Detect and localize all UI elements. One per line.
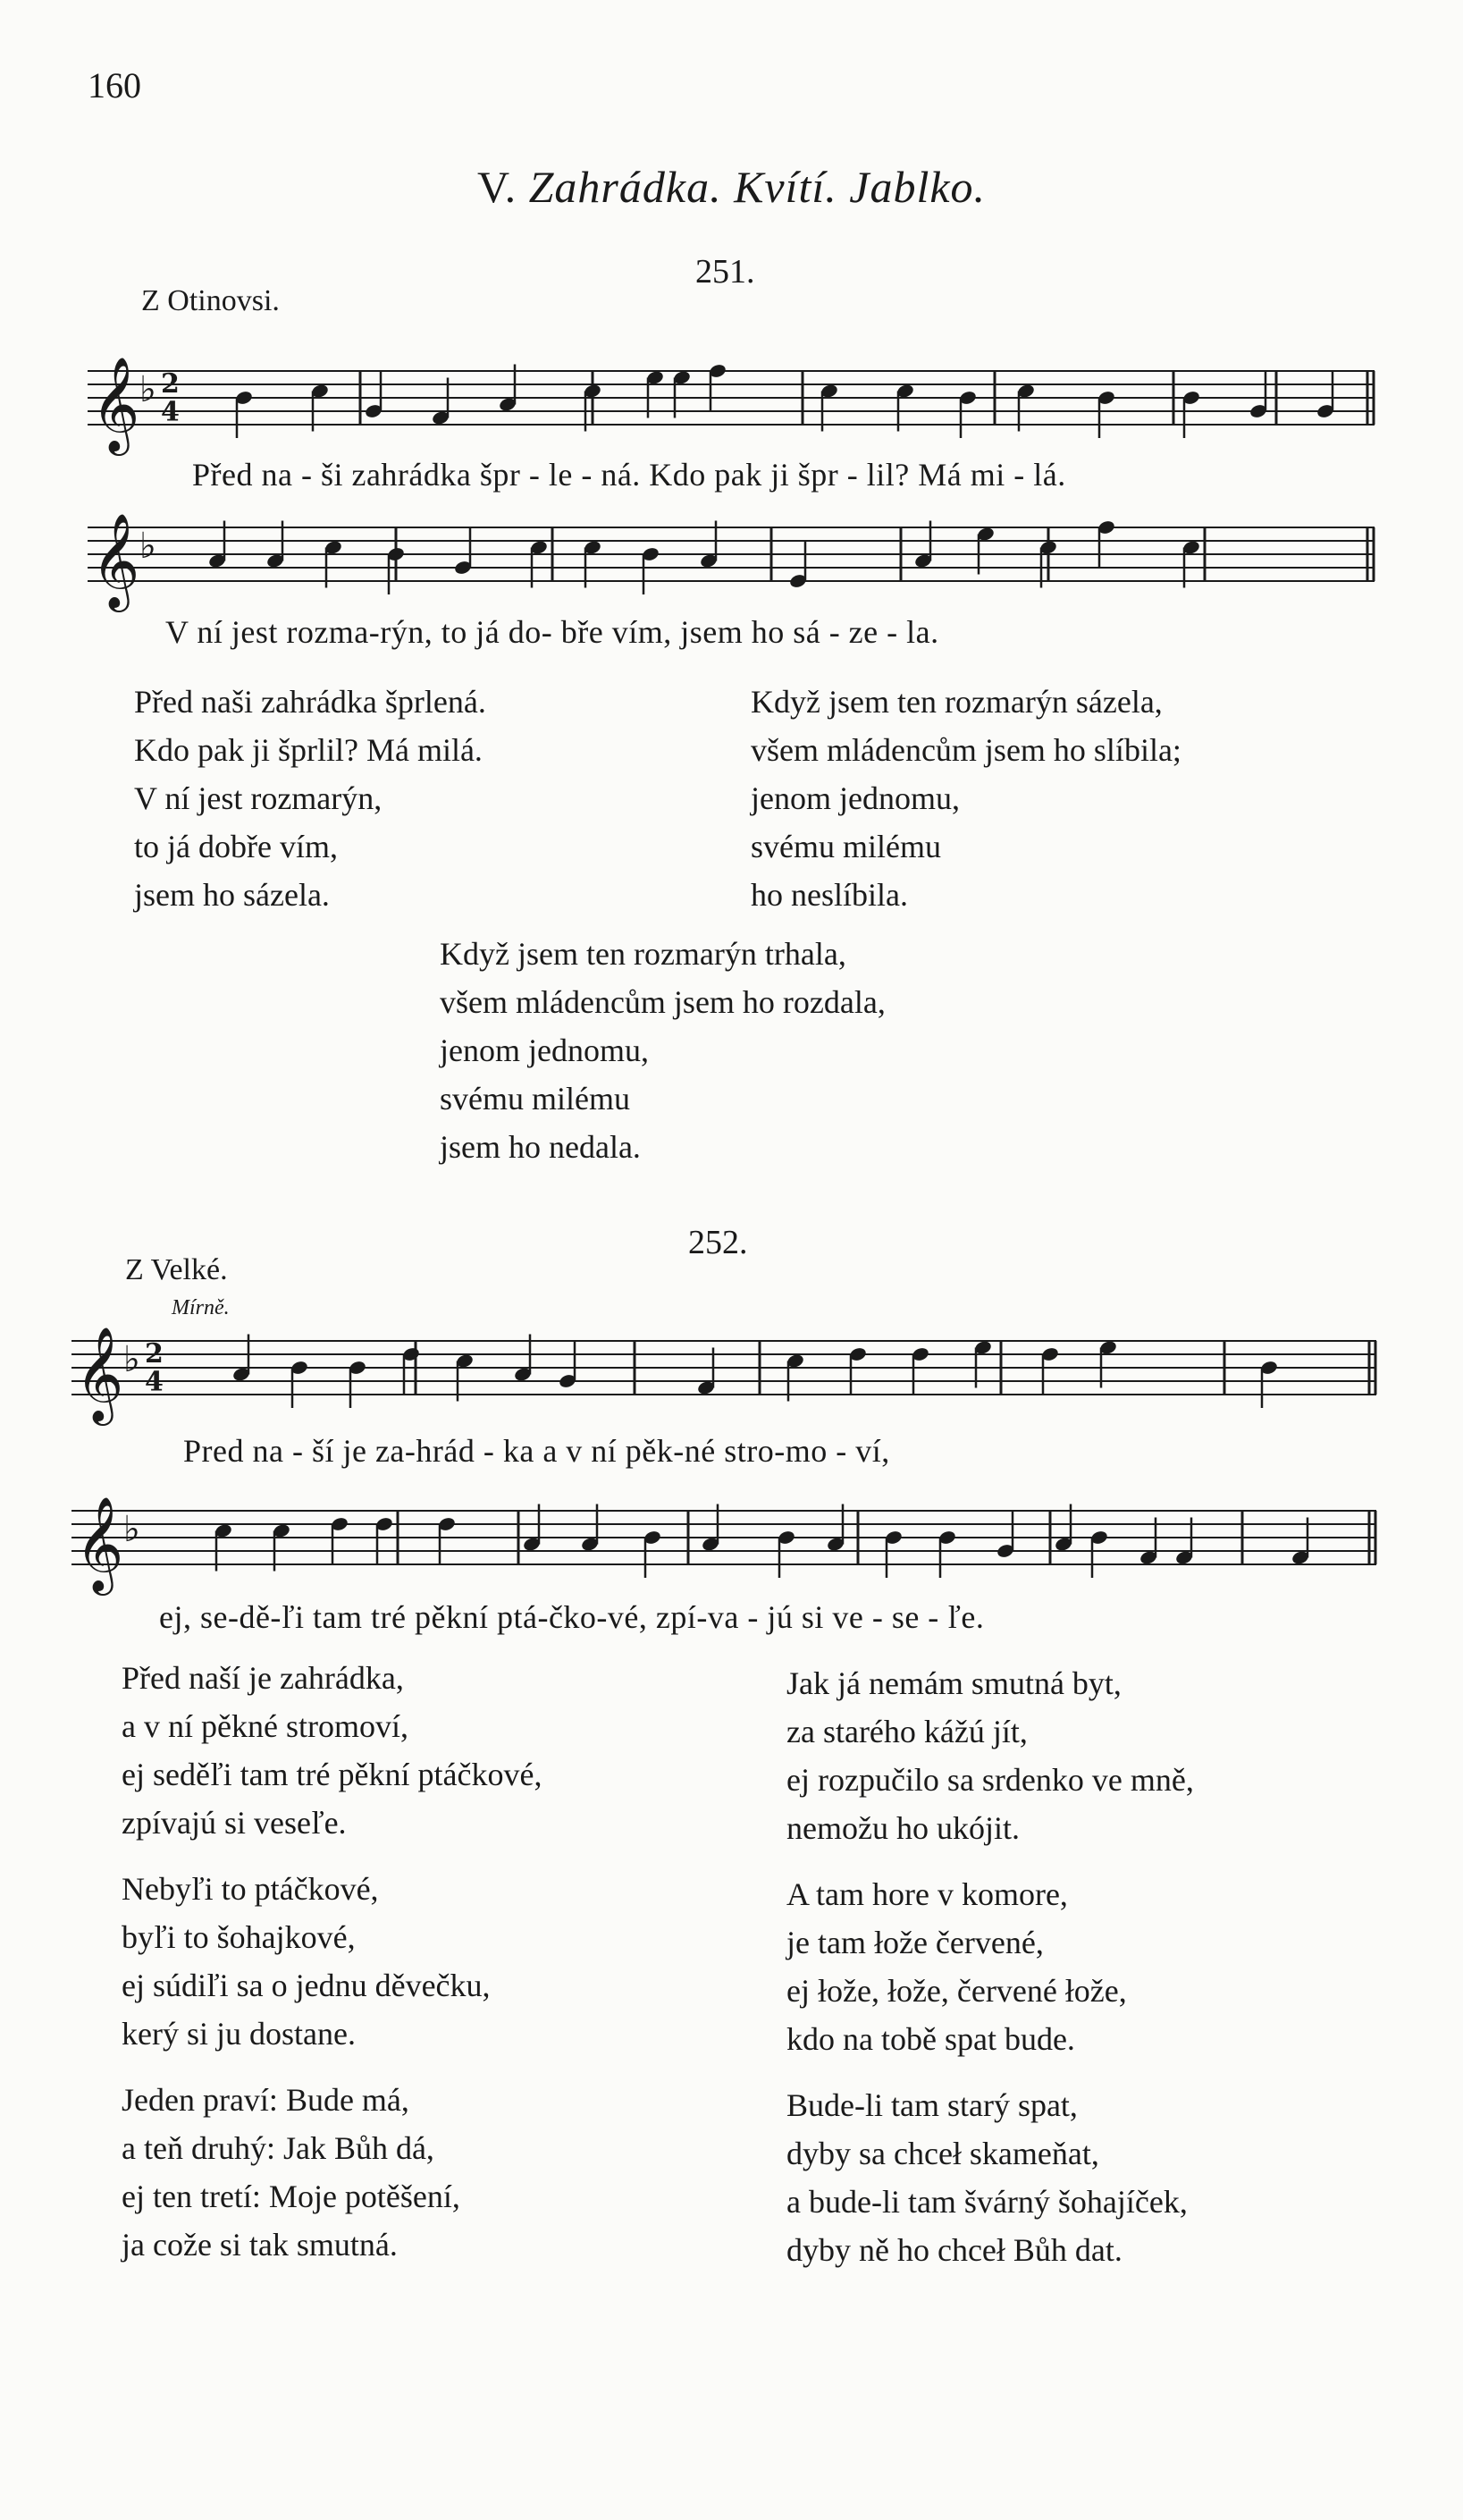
verse-line: kdo na tobě spat bude. xyxy=(786,2021,1075,2057)
song-251-verses-center xyxy=(440,930,886,1189)
song-252-stanza-5 xyxy=(786,1870,1194,2063)
chapter-title: Zahrádka. Kvítí. Jablko. xyxy=(528,162,987,212)
song-251-stanza-1 xyxy=(134,678,486,919)
verse-line: Jak já nemám smutná byt, xyxy=(786,1665,1122,1701)
song-252-stanza-1 xyxy=(122,1654,542,1847)
time-signature-bottom: 4 xyxy=(145,1366,164,1398)
verse-line: to já dobře vím, xyxy=(134,829,338,864)
song-251-stanza-3 xyxy=(440,930,886,1171)
verse-line: dyby ně ho chceł Bůh dat. xyxy=(786,2232,1122,2268)
verse-line: ej seděľi tam tré pěkní ptáčkové, xyxy=(122,1757,542,1792)
song-252-lyrics-line-1: Pred na - ší je za-hrád - ka a v ní pěk-né stro-mo - ví, xyxy=(183,1433,890,1469)
song-252-verses-right xyxy=(786,1659,1194,2292)
page-number: 160 xyxy=(88,65,141,105)
verse-line: všem mládencům jsem ho slíbila; xyxy=(751,732,1181,768)
treble-clef-icon: 𝄞 xyxy=(91,356,140,451)
song-252-stanza-2 xyxy=(122,1865,542,2058)
song-252-stanza-3 xyxy=(122,2076,542,2269)
song-251-number: 251. xyxy=(695,253,755,291)
song-251-origin: Z Otinovsi. xyxy=(141,284,280,317)
verse-line: dyby sa chceł skameňat, xyxy=(786,2136,1099,2171)
verse-line: je tam łože červené, xyxy=(786,1925,1044,1960)
verse-line: Bude-li tam starý spat, xyxy=(786,2087,1078,2123)
time-signature-top: 2 xyxy=(161,368,180,400)
chapter-number: V. xyxy=(476,162,517,212)
verse-line: a bude-li tam švárný šohajíček, xyxy=(786,2184,1188,2220)
verse-line: Kdo pak ji šprlil? Má milá. xyxy=(134,732,483,768)
verse-line: jsem ho nedala. xyxy=(440,1129,641,1165)
verse-line: jenom jednomu, xyxy=(751,780,960,816)
song-251-verses-left xyxy=(134,678,486,937)
song-251-stanza-2 xyxy=(751,678,1181,919)
song-252-verses-left xyxy=(122,1654,542,2287)
song-251-lyrics-line-2: V ní jest rozma-rýn, to já do- bře vím, jsem ho sá - ze - la. xyxy=(165,614,939,650)
treble-clef-icon: 𝄞 xyxy=(75,1496,124,1591)
time-signature-bottom: 4 xyxy=(161,396,180,428)
flat-key-icon: ♭ xyxy=(123,1509,140,1550)
verse-line: jenom jednomu, xyxy=(440,1032,649,1068)
verse-line: ej súdiľi sa o jednu děvečku, xyxy=(122,1968,491,2003)
verse-line: a v ní pěkné stromoví, xyxy=(122,1708,408,1744)
verse-line: Před naší je zahrádka, xyxy=(122,1660,404,1696)
flat-key-icon: ♭ xyxy=(139,369,156,410)
time-signature-top: 2 xyxy=(145,1338,164,1370)
song-252-lyrics-line-2: ej, se-dě-ľi tam tré pěkní ptá-čko-vé, zpí-va - jú si ve - se - ľe. xyxy=(159,1599,985,1635)
verse-line: ja cože si tak smutná. xyxy=(122,2227,398,2263)
verse-line: Před naši zahrádka šprlená. xyxy=(134,684,486,720)
flat-key-icon: ♭ xyxy=(123,1339,140,1380)
song-252-tempo: Mírně. xyxy=(172,1296,230,1319)
verse-line: Když jsem ten rozmarýn trhala, xyxy=(440,936,846,972)
treble-clef-icon: 𝄞 xyxy=(75,1326,124,1421)
verse-line: jsem ho sázela. xyxy=(134,877,330,913)
verse-line: ej rozpučilo sa srdenko ve mně, xyxy=(786,1762,1194,1798)
song-251-lyrics-line-1: Před na - ši zahrádka špr - le - ná. Kdo pak ji špr - lil? Má mi - lá. xyxy=(192,457,1066,493)
verse-line: zpívajú si veseľe. xyxy=(122,1805,347,1841)
verse-line: nemožu ho ukójit. xyxy=(786,1810,1020,1846)
song-251-verses-right xyxy=(751,678,1181,937)
verse-line: V ní jest rozmarýn, xyxy=(134,780,383,816)
verse-line: Nebyľi to ptáčkové, xyxy=(122,1871,379,1907)
verse-line: ej łože, łože, červené łože, xyxy=(786,1973,1127,2009)
verse-line: všem mládencům jsem ho rozdala, xyxy=(440,984,886,1020)
verse-line: svému milému xyxy=(440,1081,630,1117)
song-252-staff-1 xyxy=(71,1314,1376,1448)
verse-line: byľi to šohajkové, xyxy=(122,1919,356,1955)
chapter-heading xyxy=(0,161,1463,213)
verse-line: A tam hore v komore, xyxy=(786,1876,1068,1912)
verse-line: svému milému xyxy=(751,829,941,864)
flat-key-icon: ♭ xyxy=(139,526,156,567)
treble-clef-icon: 𝄞 xyxy=(91,512,140,608)
verse-line: ho neslíbila. xyxy=(751,877,908,913)
song-252-origin: Z Velké. xyxy=(125,1253,228,1286)
verse-line: ej ten tretí: Moje potěšení, xyxy=(122,2179,460,2214)
verse-line: a teň druhý: Jak Bůh dá, xyxy=(122,2130,434,2166)
verse-line: Když jsem ten rozmarýn sázela, xyxy=(751,684,1163,720)
verse-line: za starého kážú jít, xyxy=(786,1714,1028,1749)
song-252-stanza-4 xyxy=(786,1659,1194,1852)
verse-line: Jeden praví: Bude má, xyxy=(122,2082,409,2118)
song-252-number: 252. xyxy=(688,1224,748,1261)
song-252-stanza-6 xyxy=(786,2081,1194,2274)
verse-line: kerý si ju dostane. xyxy=(122,2016,356,2052)
